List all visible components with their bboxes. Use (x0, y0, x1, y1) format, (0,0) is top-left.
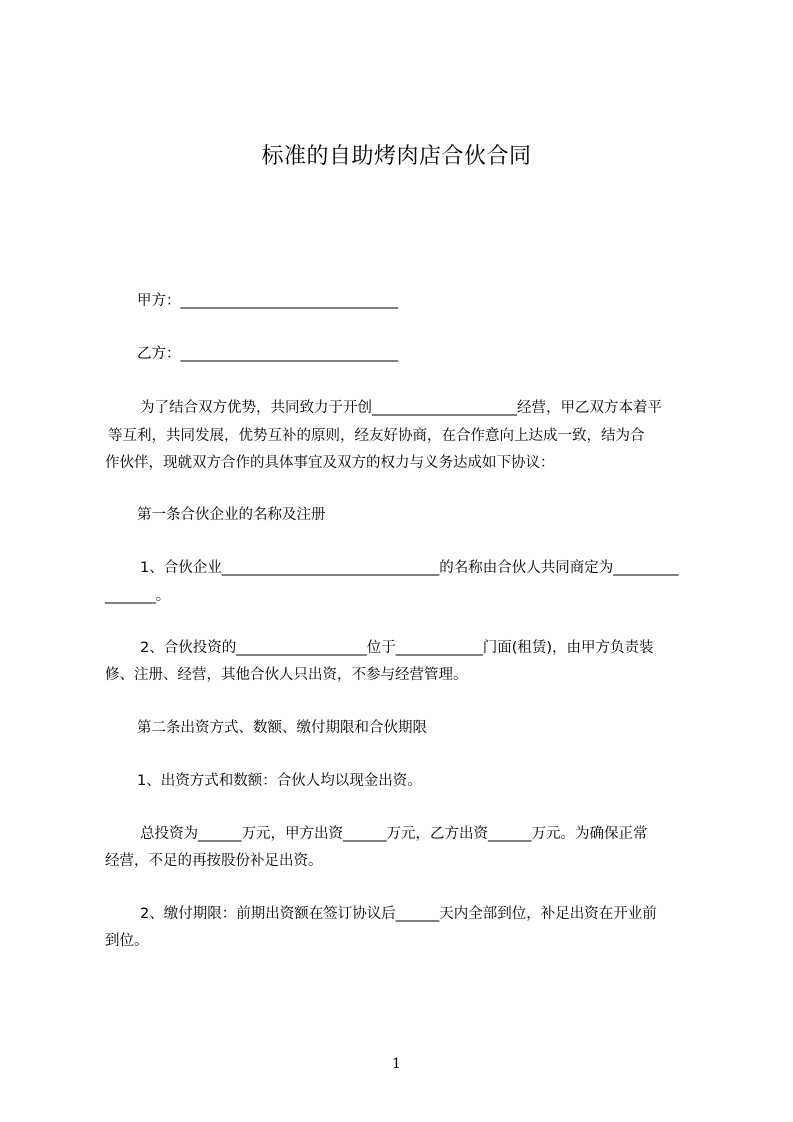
document-title: 标准的自助烤肉店合伙合同 (261, 144, 532, 169)
investment-line-2: 经营，不足的再按股份补足出资。 (105, 853, 323, 869)
article2-item2-line-2: 到位。 (105, 933, 149, 949)
investment-line-1: 总投资为______万元，甲方出资______万元，乙方出资______万元。为确保正常 (140, 826, 648, 842)
party-a-line: 甲方：______________________________ (137, 293, 398, 309)
article1-item2-line-2: 修、注册、经营，其他合伙人只出资，不参与经营管理。 (105, 667, 468, 683)
preamble-line-1: 为了结合双方优势，共同致力于开创____________________经营，甲乙双方本着平 (140, 400, 662, 416)
preamble-line-3: 作伙伴，现就双方合作的具体事宜及双方的权力与义务达成如下协议： (105, 455, 555, 471)
article2-item2-line-1: 2、缴付期限：前期出资额在签订协议后______天内全部到位，补足出资在开业前 (140, 906, 657, 922)
article2-heading: 第二条出资方式、数额、缴付期限和合伙期限 (137, 720, 427, 736)
article1-item1-line-2: _______。 (105, 588, 171, 604)
article1-heading: 第一条合伙企业的名称及注册 (137, 507, 326, 523)
party-b-line: 乙方：______________________________ (137, 346, 398, 362)
article1-item2-line-1: 2、合伙投资的__________________位于____________门面(租赁)，由甲方负责装 (140, 640, 654, 656)
article2-item1: 1、出资方式和数额：合伙人均以现金出资。 (137, 773, 422, 789)
article1-item1-line-1: 1、合伙企业______________________________的名称由合伙人共同商定为_________ (140, 560, 679, 576)
preamble-line-2: 等互利，共同发展，优势互补的原则，经友好协商，在合作意向上达成一致，结为合 (108, 428, 645, 444)
page-number: 1 (392, 1056, 401, 1072)
